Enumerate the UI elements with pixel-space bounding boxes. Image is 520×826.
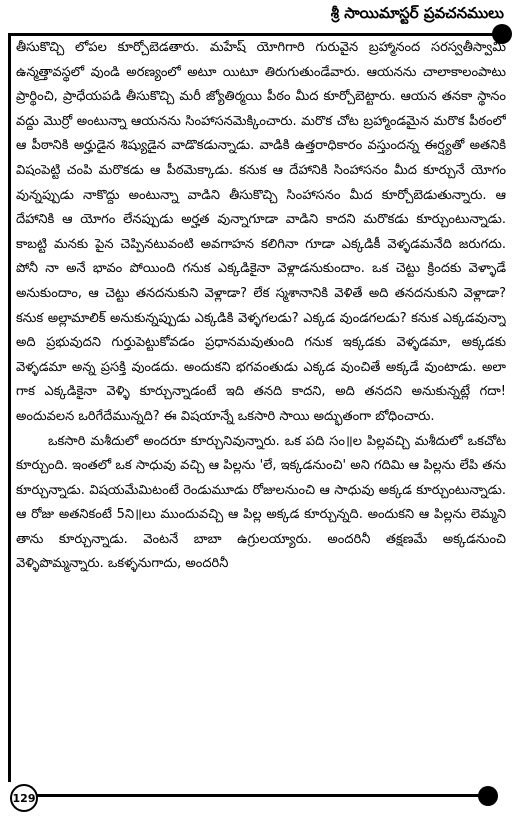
paragraph-2: ఒకసారి మశీదులో అందరూ కూర్చునివున్నారు. ఒక పది సం॥ల పిల్లవచ్చి మశీదులో ఒకచోట కూర్చుంది. ఇంతలో ఒక సాధువు వచ్చి ఆ పిల్లను 'లే, ఇక్కడనుంచి' అని గదిమి ఆ పిల్లను లేపి తను కూర్చున్నాడు. విషయమేమిటంటే రెండుమూడు రోజులనుంచి ఆ సాధువు అక్కడ కూర్చుంటున్నాడు. ఆ రోజు అతనికంటే 5ని॥లు ముందువచ్చి ఆ పిల్ల అక్కడ కూర్చున్నది. అందుకని ఆ పిల్లను లెమ్మని తాను కూర్చున్నాడు. వెంటనే బాబా ఉగ్రులయ్యారు. అందరినీ తక్షణమే అక్కడనుంచి వెళ్ళిపొమ్మన్నారు. ఒకళ్ళనుగాదు, అందరినీ: [16, 433, 506, 572]
paragraph-1: తీసుకొచ్చి లోపల కూర్చోబెడతారు. మహేష్ యోగిగారి గురువైన బ్రహ్మానంద సరస్వతీస్వామి ఉన్మత్తావస్థలో వుండి అరణ్యంలో అటూ యిటూ తిరుగుతుండేవారు. ఆయనను చాలాకాలంపాటు ప్రార్థించి, ప్రాధేయపడి తీసుకొచ్చి మరీ జ్యోతిర్మయి పీఠం మీద కూర్చోబెట్టారు. ఆయన తనకా స్థానం వద్దు మొర్రో అంటున్నా ఆయనను సింహాసనమెక్కించారు. మరొక చోట బ్రహ్మాండమైన మరొక పీఠంలో ఆ పీఠానికి అర్హుడైన శిష్యుడైన వాడొకడున్నాడు. వాడికి ఉత్తరాధికారం వస్తుందన్న ఈర్ష్యతో అతనికి విషంపెట్టి చంపి మరొకడు ఆ పీఠమెక్కాడు. కనుక ఆ దేహానికి సింహాసనం మీద కూర్చునే యోగం వున్నప్పుడు నాకొద్దు అంటున్నా వాడిని తీసుకొచ్చి సింహాసనం మీద కూర్చోబెడుతున్నారు. ఆ దేహానికి ఆ యోగం లేనప్పుడు అర్హత వున్నాగూడా వాడిని కాదని మరొకడు కూర్చుంటున్నాడు. కాబట్టి మనకు పైన చెప్పినటువంటి అవగాహన కలిగినా గూడా ఎక్కడికీ వెళ్ళడమనేది జరుగదు. పోనీ నా అనే భావం పోయింది గనుక ఎక్కడికైనా వెళ్లాడనుకుందాం. ఒక చెట్టు క్రిందకు వెళ్ళాడే అనుకుందాం, ఆ చెట్టు తనదనుకుని వెళ్లాడా? లేక స్మశానానికి వెళితే అది తనదనుకుని వెళ్లాడా? కనుక అల్లామాలిక్ అనుకున్నప్పుడు ఎక్కడికి వెళ్ళగలడు? ఎక్కడ వుండగలడు? కనుక ఎక్కడవున్నా అది ప్రభువుదని గుర్తుపెట్టుకోవడం ప్రధానమవుతుంది గనుక ఇక్కడకు వెళ్ళడమా, అక్కడకు వెళ్ళడమా అన్న ప్రసక్తి వుండదు. అందుకని భగవంతుడు ఎక్కడ వుంచితే అక్కడే వుంటాడు. అలా గాక ఎక్కడికైనా వెళ్ళి కూర్చున్నాడంటే ఇది తనది కాదని, అది తనదని అనుకున్నట్లే గదా! అందువలన ఒరిగేదేమున్నది? ఈ విషయాన్నే ఒకసారి సాయి అద్భుతంగా బోధించారు.: [16, 40, 506, 424]
left-margin-rule: [8, 34, 11, 782]
footer-bullet-dot: [478, 786, 498, 806]
running-header-title: శ్రీ సాయిమాస్టర్ ప్రవచనములు: [330, 4, 504, 22]
footer-rule: [30, 794, 488, 797]
page-number-badge: 129: [10, 784, 38, 812]
body-text: [16, 36, 506, 781]
